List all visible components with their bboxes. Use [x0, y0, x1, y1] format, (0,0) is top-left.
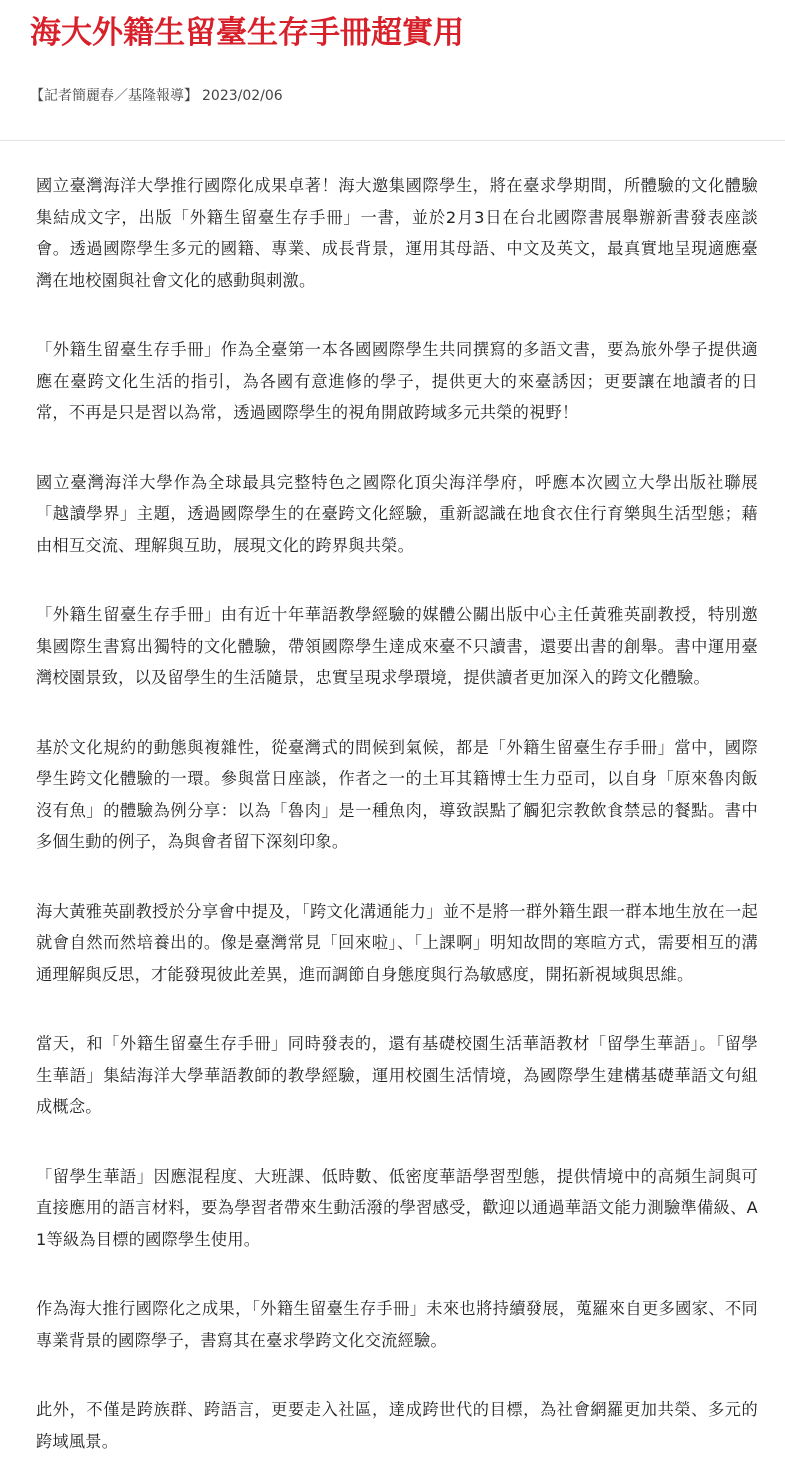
paragraph-4: 「外籍生留臺生存手冊」由有近十年華語教學經驗的媒體公關出版中心主任黃雅英副教授，特別邀集國際生書寫出獨特的文化體驗，帶領國際學生達成來臺不只讀書，還要出書的創舉。書中運用臺灣校園景致，以及留學生的生活隨景，忠實呈現求學環境，提供讀者更加深入的跨文化體驗。 — [36, 605, 758, 687]
paragraph-5: 基於文化規約的動態與複雜性，從臺灣式的問候到氣候，都是「外籍生留臺生存手冊」當中，國際學生跨文化體驗的一環。參與當日座談，作者之一的土耳其籍博士生力亞司，以自身「原來魯肉飯沒有魚」的體驗為例分享：以為「魯肉」是一種魚肉，導致誤點了觸犯宗教飲食禁忌的餐點。書中多個生動的例子，為與會者留下深刻印象。 — [36, 737, 758, 851]
article-byline — [30, 86, 283, 106]
header-divider — [0, 140, 785, 141]
paragraph-10: 此外，不僅是跨族群、跨語言，更要走入社區，達成跨世代的目標，為社會網羅更加共榮、多元的跨域風景。 — [36, 1400, 758, 1451]
publish-date: 2023/02/06 — [202, 88, 283, 104]
paragraph-6: 海大黃雅英副教授於分享會中提及，「跨文化溝通能力」並不是將一群外籍生跟一群本地生放在一起就會自然而然培養出的。像是臺灣常見「回來啦」、「上課啊」明知故問的寒暄方式，需要相互的溝通理解與反思，才能發現彼此差異，進而調節自身態度與行為敏感度，開拓新視域與思維。 — [36, 901, 758, 984]
paragraph-7: 當天，和「外籍生留臺生存手冊」同時發表的，還有基礎校園生活華語教材「留學生華語」。「留學生華語」集結海洋大學華語教師的教學經驗，運用校園生活情境，為國際學生建構基礎華語文句組成概念。 — [36, 1034, 758, 1116]
paragraph-2: 「外籍生留臺生存手冊」作為全臺第一本各國國際學生共同撰寫的多語文書，要為旅外學子提供適應在臺跨文化生活的指引，為各國有意進修的學子，提供更大的來臺誘因；更要讓在地讀者的日常，不再是只是習以為常，透過國際學生的視角開啟跨域多元共榮的視野！ — [36, 340, 758, 422]
paragraph-3: 國立臺灣海洋大學作為全球最具完整特色之國際化頂尖海洋學府，呼應本次國立大學出版社聯展「越讀學界」主題，透過國際學生的在臺跨文化經驗，重新認識在地食衣住行育樂與生活型態；藉由相互交流、理解與互助，展現文化的跨界與共榮。 — [36, 472, 758, 555]
paragraph-8: 「留學生華語」因應混程度、大班課、低時數、低密度華語學習型態，提供情境中的高頻生詞與可直接應用的語言材料，要為學習者帶來生動活潑的學習感受，歡迎以通過華語文能力測驗準備級、A1等級為目標的國際學生使用。 — [36, 1166, 758, 1249]
article-title: 海大外籍生留臺生存手冊超實用 — [30, 15, 464, 51]
reporter-credit: 【記者簡麗春／基隆報導】 — [30, 88, 198, 104]
paragraph-1: 國立臺灣海洋大學推行國際化成果卓著！海大邀集國際學生，將在臺求學期間，所體驗的文化體驗集結成文字，出版「外籍生留臺生存手冊」一書，並於2月3日在台北國際書展舉辦新書發表座談會。透過國際學生多元的國籍、專業、成長背景，運用其母語、中文及英文，最真實地呈現適應臺灣在地校園與社會文化的感動與刺激。 — [36, 176, 758, 290]
article-body — [36, 170, 758, 1457]
paragraph-9: 作為海大推行國際化之成果，「外籍生留臺生存手冊」未來也將持續發展，蒐羅來自更多國家、不同專業背景的國際學子，書寫其在臺求學跨文化交流經驗。 — [36, 1299, 758, 1350]
